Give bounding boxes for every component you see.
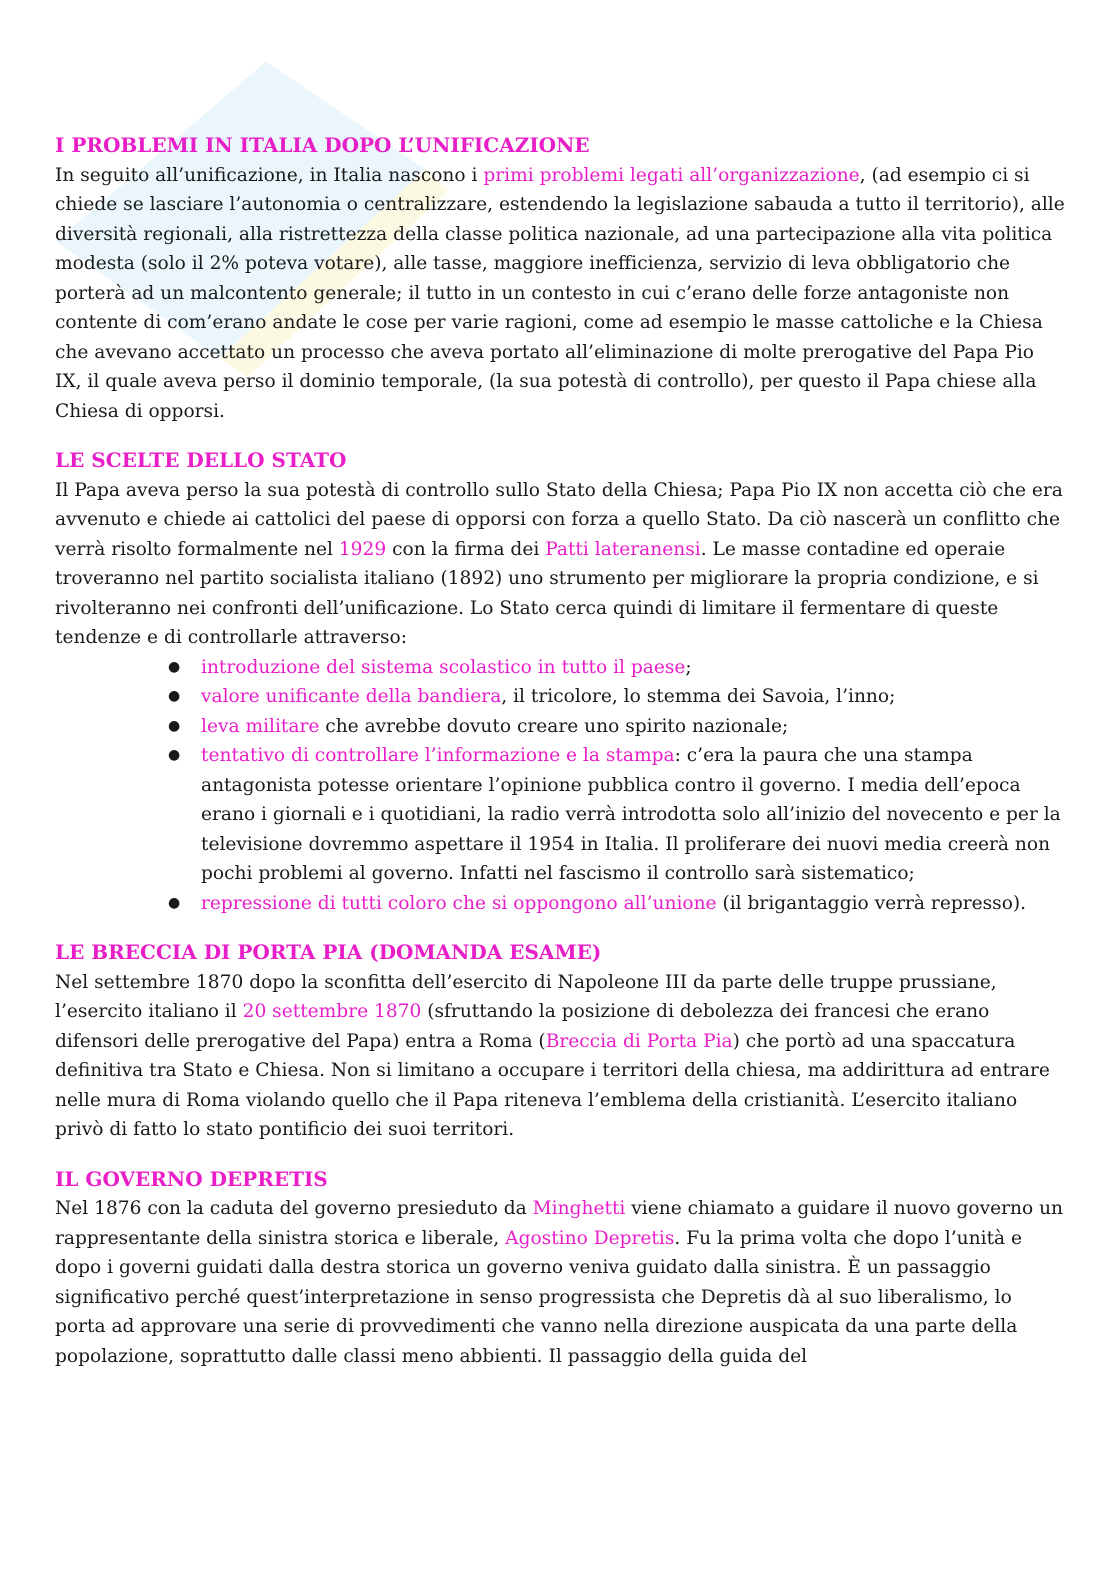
section-scelte (55, 446, 1065, 918)
section-depretis (55, 1165, 1065, 1372)
section-title: I PROBLEMI IN ITALIA DOPO L’UNIFICAZIONE (55, 133, 590, 157)
text-run: Nel settembre 1870 dopo la sconfitta dell’esercito di Napoleone III da parte delle truppe prussiane, l’esercito italiano il (55, 971, 997, 1022)
text-run: (il brigantaggio verrà represso). (716, 892, 1027, 914)
paragraph (55, 1194, 1065, 1371)
bullet-icon: ● (168, 747, 181, 763)
section-title: LE BRECCIA DI PORTA PIA (DOMANDA ESAME) (55, 940, 602, 964)
text-run: viene chiamato a guidare il nuovo governo un rappresentante della sinistra storica e liberale, (55, 1198, 1064, 1249)
highlight-text: Breccia di Porta Pia (545, 1030, 733, 1052)
text-run: In seguito all’unificazione, in Italia nascono i (55, 164, 484, 186)
highlight-text: 1929 (338, 538, 387, 560)
highlight-text: 20 settembre 1870 (242, 1001, 422, 1022)
highlight-text: introduzione del sistema scolastico in tutto il paese (201, 656, 686, 678)
list-item (168, 653, 1065, 683)
document-page (55, 131, 1065, 1391)
text-run: , il tricolore, lo stemma dei Savoia, l’inno; (501, 686, 896, 707)
text-run: Il Papa aveva perso la sua potestà di controllo sullo Stato della Chiesa; Papa Pio IX non accetta ciò che era avvenuto e chiede ai cattolici del paese di opporsi con forza a quello Stato. Da ciò nascerà un conflitto che verrà risolto formalmente nel (55, 479, 1063, 560)
highlight-text: Minghetti (532, 1198, 626, 1219)
highlight-text: tentativo di controllare l’informazione e la stampa (201, 745, 675, 766)
highlight-text: Agostino Depretis (505, 1227, 675, 1249)
paragraph (55, 968, 1065, 1145)
section-title: IL GOVERNO DEPRETIS (55, 1166, 328, 1191)
paragraph (55, 476, 1065, 653)
highlight-text: primi problemi legati all’organizzazione (483, 164, 860, 186)
text-run: ; (685, 656, 692, 678)
text-run: . Le masse contadine ed operaie troveranno nel partito socialista italiano (1892) uno strumento per migliorare la propria condizione, e si rivolteranno nei confronti dell’unificazione. Lo Stato cerca quindi di limitare il fermentare di queste tendenze e di controllarle attraverso: (55, 538, 1039, 648)
paragraph (55, 161, 1065, 427)
bullet-icon: ● (168, 658, 181, 675)
text-run: . Fu la prima volta che dopo l’unità e dopo i governi guidati dalla destra storica un governo veniva guidato dalla sinistra. È un passaggio significativo perché quest’interpretazione in senso progressista che Depretis dà al suo liberalismo, lo porta ad approvare una serie di provvedimenti che vanno nella direzione auspicata da una parte della popolazione, soprattutto dalle classi meno abbienti. Il passaggio della guida del (55, 1227, 1023, 1367)
bullet-icon: ● (168, 717, 181, 734)
text-run: , (ad esempio ci si chiede se lasciare l’autonomia o centralizzare, estendendo la legislazione sabauda a tutto il territorio), alle diversità regionali, alla ristrettezza della classe politica nazionale, ad una partecipazione alla vita politica modesta (solo il 2% poteva votare), alle tasse, maggiore inefficienza, servizio di leva obbligatorio che porterà ad un malcontento generale; il tutto in un contesto in cui c’erano delle forze antagoniste non contente di com’erano andate le cose per varie ragioni, come ad esempio le masse cattoliche e la Chiesa che avevano accettato un processo che aveva portato all’eliminazione di molte prerogative del Papa Pio IX, il quale aveva perso il dominio temporale, (la sua potestà di controllo), per questo il Papa chiese alla Chiesa di opporsi. (55, 164, 1065, 422)
bullet-list (55, 653, 1065, 919)
list-item (168, 889, 1065, 919)
list-item (168, 682, 1065, 712)
list-item (168, 741, 1065, 889)
text-run: con la firma dei (386, 538, 546, 560)
text-run: che avrebbe dovuto creare uno spirito nazionale; (319, 715, 789, 737)
section-porta-pia (55, 938, 1065, 1145)
bullet-icon: ● (168, 688, 181, 704)
highlight-text: Patti lateranensi (545, 538, 701, 560)
text-run: (sfruttando la posizione di debolezza dei francesi che erano difensori delle prerogative del Papa) entra a Roma ( (55, 1001, 990, 1052)
section-problemi (55, 131, 1065, 426)
bullet-icon: ● (168, 894, 181, 911)
section-title: LE SCELTE DELLO STATO (55, 448, 347, 472)
text-run: Nel 1876 con la caduta del governo presieduto da (55, 1198, 533, 1219)
text-run: : c’era la paura che una stampa antagonista potesse orientare l’opinione pubblica contro il governo. I media dell’epoca erano i giornali e i quotidiani, la radio verrà introdotta solo all’inizio del novecento e per la televisione dovremmo aspettare il 1954 in Italia. Il proliferare dei nuovi media creerà non pochi problemi al governo. Infatti nel fascismo il controllo sarà sistematico; (201, 745, 1061, 884)
highlight-text: repressione di tutti coloro che si oppongono all’unione (201, 892, 717, 914)
highlight-text: leva militare (201, 715, 320, 737)
list-item (168, 712, 1065, 742)
text-run: ) che portò ad una spaccatura definitiva tra Stato e Chiesa. Non si limitano a occupare i territori della chiesa, ma addirittura ad entrare nelle mura di Roma violando quello che il Papa riteneva l’emblema della cristianità. L’esercito italiano privò di fatto lo stato pontificio dei suoi territori. (55, 1030, 1050, 1140)
highlight-text: valore unificante della bandiera (201, 686, 502, 707)
